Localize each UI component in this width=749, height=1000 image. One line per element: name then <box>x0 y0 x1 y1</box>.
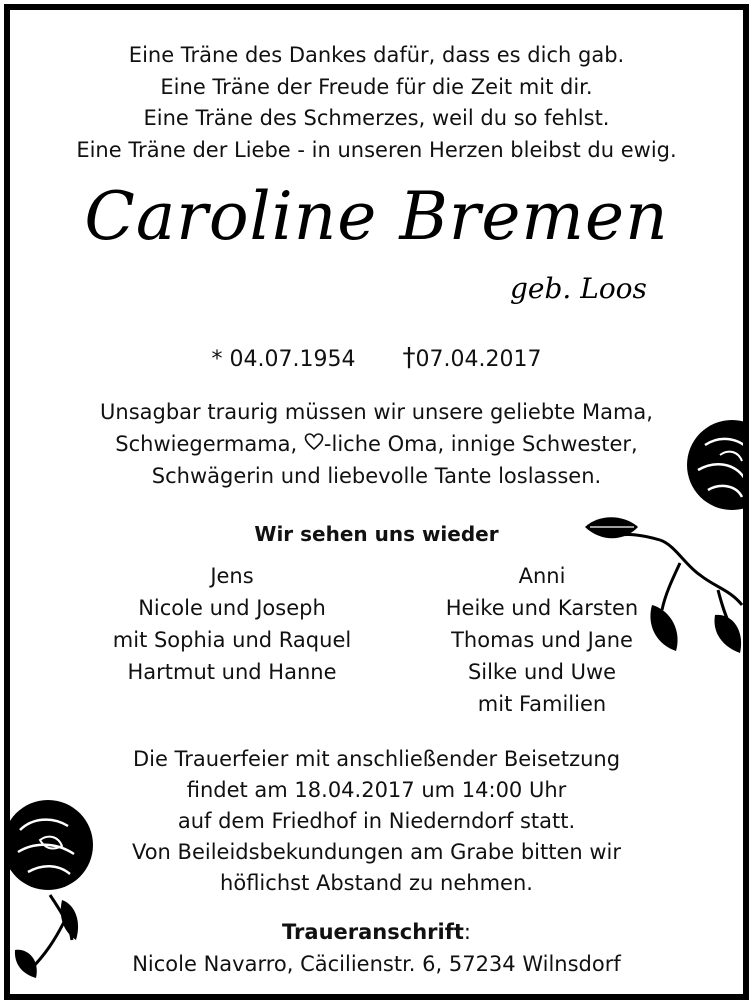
ceremony-line: höflichst Abstand zu nehmen. <box>220 871 533 895</box>
family-entry: mit Familien <box>477 692 607 716</box>
death-date: 07.04.2017 <box>415 347 542 372</box>
rose-icon <box>10 800 110 1000</box>
cross-icon: † <box>402 343 416 373</box>
maiden-name: geb. Loos <box>510 272 647 305</box>
ceremony-line: Von Beileidsbekundungen am Grabe bitten wir <box>131 840 622 864</box>
family-entry: Thomas und Jane <box>451 628 633 652</box>
family-entry: Jens <box>210 564 254 588</box>
heart-outline-icon <box>304 428 324 460</box>
poem-line: Eine Träne der Freude für die Zeit mit dir. <box>160 74 593 99</box>
ceremony-line: Die Trauerfeier mit anschließender Beisetzung <box>132 747 621 771</box>
address-value: Nicole Navarro, Cäcilienstr. 6, 57234 Wilnsdorf <box>132 952 621 976</box>
life-dates <box>10 343 743 373</box>
poem <box>10 40 743 166</box>
intro-line: Unsagbar traurig müssen wir unsere geliebte Mama, <box>100 400 653 424</box>
family-entry: Hartmut und Hanne <box>127 660 337 684</box>
deceased-name: Caroline Bremen <box>84 178 669 255</box>
intro-line-start: Schwiegermama, <box>115 432 304 456</box>
family-entry: Heike und Karsten <box>445 596 639 620</box>
address-label-text: Traueranschrift <box>282 920 464 944</box>
ceremony-line: findet am 18.04.2017 um 14:00 Uhr <box>186 778 567 802</box>
birth-date: * 04.07.1954 <box>211 347 356 372</box>
address-label <box>10 920 743 944</box>
obituary-notice <box>4 4 749 1000</box>
family-entry: Silke und Uwe <box>467 660 617 684</box>
family-entry: Anni <box>518 564 566 588</box>
family-column-left <box>102 560 362 688</box>
family-entry: Nicole und Joseph <box>138 596 326 620</box>
ceremony-info <box>10 744 743 899</box>
family-heading: Wir sehen uns wieder <box>254 522 499 546</box>
poem-line: Eine Träne des Schmerzes, weil du so fehlst. <box>143 106 610 130</box>
poem-line: Eine Träne der Liebe - in unseren Herzen bleibst du ewig. <box>76 137 677 162</box>
intro-line: Schwägerin und liebevolle Tante loslassen. <box>151 464 602 488</box>
intro-line-end: -liche Oma, innige Schwester, <box>323 432 638 456</box>
family-entry: mit Sophia und Raquel <box>112 628 352 652</box>
address-label-colon: : <box>463 920 471 944</box>
poem-line: Eine Träne des Dankes dafür, dass es dich gab. <box>128 43 625 67</box>
rose-icon <box>580 415 745 665</box>
ceremony-line: auf dem Friedhof in Niederndorf statt. <box>177 809 576 833</box>
